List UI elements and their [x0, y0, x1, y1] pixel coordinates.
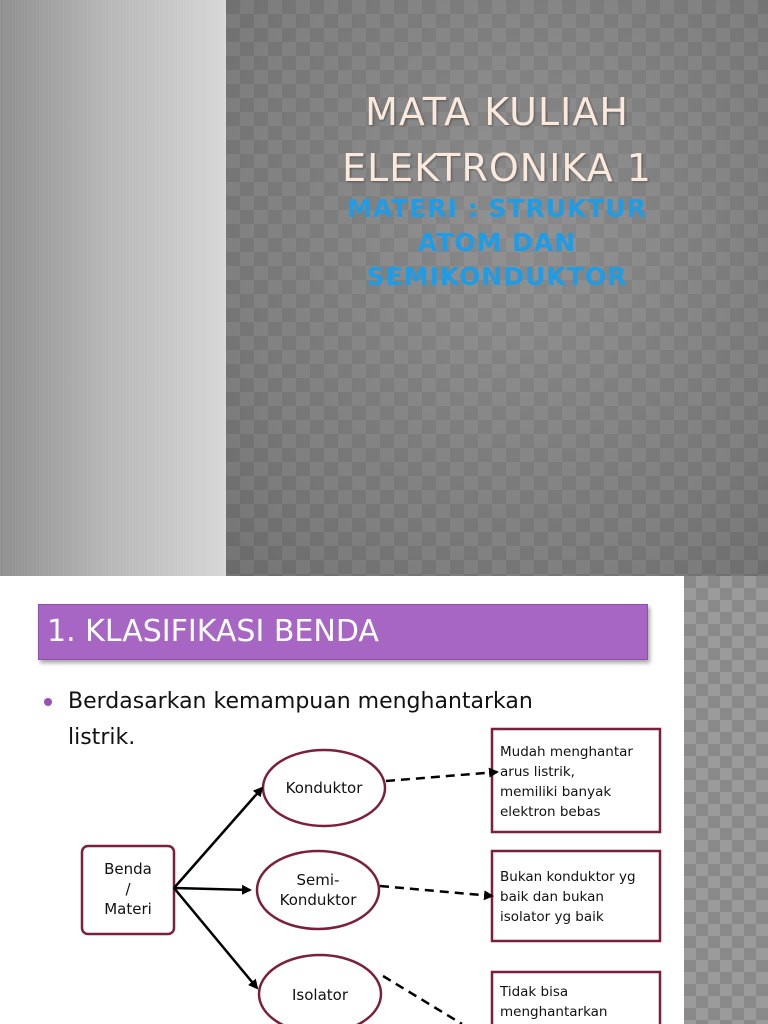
title-slide-left-panel	[0, 0, 224, 576]
bullet-text-line-1: Berdasarkan kemampuan menghantarkan	[68, 689, 533, 714]
source-label-line-3: Materi	[104, 900, 152, 918]
slide-title	[226, 84, 768, 196]
arrow-to-konduktor	[174, 788, 262, 888]
description-konduktor-line-3: memiliki banyak	[500, 784, 612, 800]
slide-subtitle-line-2: ATOM DAN	[417, 228, 577, 257]
bullet-text-line-2: listrik.	[68, 725, 136, 750]
description-konduktor-line-4: elektron bebas	[500, 804, 601, 820]
arrow-to-isolator	[174, 888, 257, 988]
category-label-isolator-line-1: Isolator	[291, 986, 348, 1004]
description-isolator	[500, 982, 608, 1022]
category-label-semikonduktor	[257, 870, 379, 910]
description-konduktor-line-2: arus listrik,	[500, 764, 575, 780]
slide-subtitle-line-1: MATERI : STRUKTUR	[347, 194, 647, 223]
description-semikonduktor-line-3: isolator yg baik	[500, 909, 604, 925]
description-semikonduktor-line-2: baik dan bukan	[500, 889, 604, 905]
dashed-arrow-konduktor	[386, 772, 497, 781]
source-label-line-2: /	[125, 880, 131, 898]
category-label-semikonduktor-line-2: Konduktor	[279, 891, 357, 909]
dashed-arrow-isolator	[383, 976, 462, 1024]
description-konduktor-line-1: Mudah menghantar	[500, 744, 633, 760]
content-slide	[0, 576, 768, 1024]
description-isolator-line-1: Tidak bisa	[500, 984, 569, 1000]
slide-subtitle	[226, 192, 768, 294]
category-label-isolator	[259, 985, 381, 1005]
category-label-konduktor-line-1: Konduktor	[285, 779, 363, 797]
description-semikonduktor	[500, 867, 636, 927]
description-konduktor	[500, 742, 633, 822]
category-label-semikonduktor-line-1: Semi-	[296, 871, 340, 889]
content-slide-right-strip	[684, 576, 768, 1024]
category-label-konduktor	[263, 778, 385, 798]
slide-subtitle-line-3: SEMIKONDUKTOR	[366, 262, 628, 291]
slide-title-line-2: ELEKTRONIKA 1	[342, 146, 652, 190]
section-heading: 1. KLASIFIKASI BENDA	[47, 614, 379, 649]
description-semikonduktor-line-1: Bukan konduktor yg	[500, 869, 636, 885]
source-label-line-1: Benda	[104, 860, 152, 878]
slide-title-line-1: MATA KULIAH	[365, 90, 629, 134]
dashed-arrow-semikonduktor	[380, 886, 492, 896]
source-label	[82, 859, 174, 919]
arrow-to-semikonduktor	[174, 888, 250, 890]
description-isolator-line-2: menghantarkan	[500, 1004, 608, 1020]
